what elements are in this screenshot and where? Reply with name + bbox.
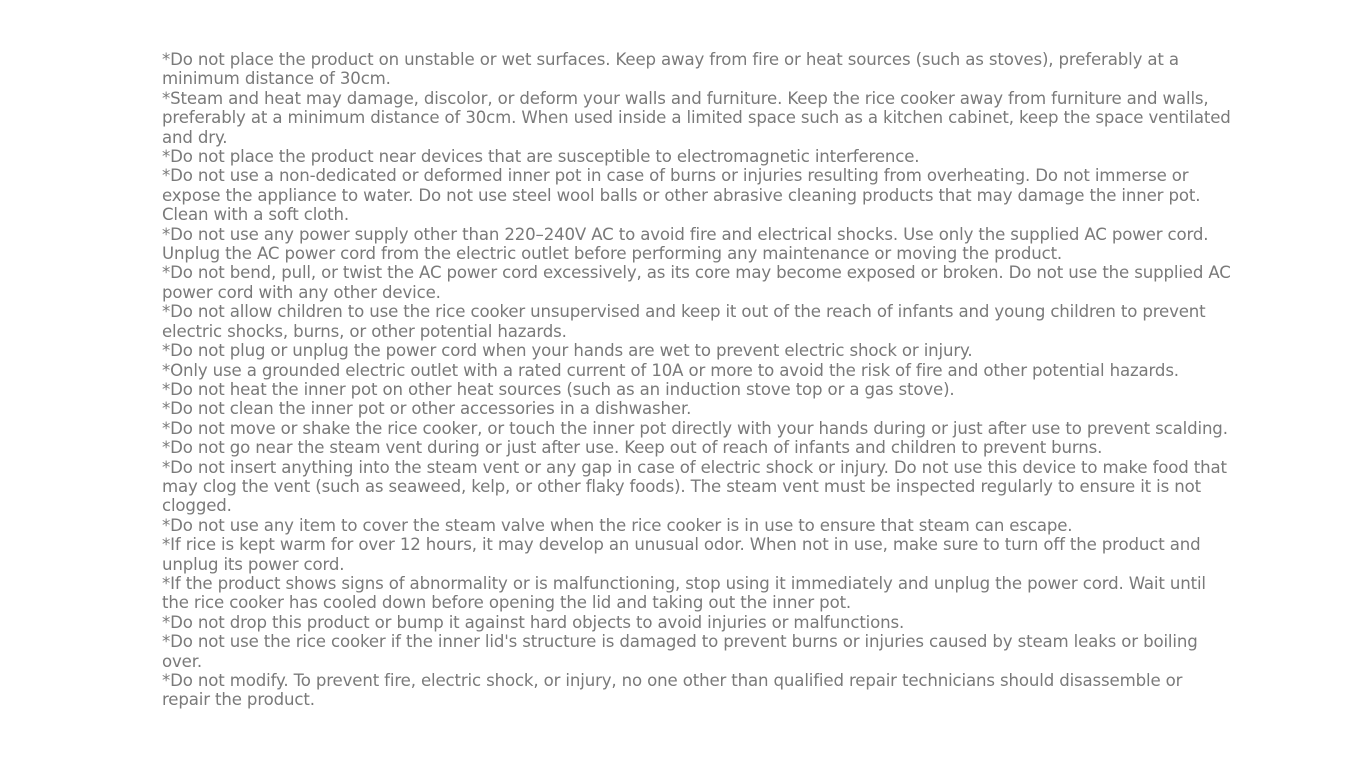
safety-notice: *Do not go near the steam vent during or just after use. Keep out of reach of infants and children to prevent burns. (162, 438, 1103, 458)
safety-notice: *Do not plug or unplug the power cord when your hands are wet to prevent electric shock or injury. (162, 341, 973, 361)
safety-notice: *If rice is kept warm for over 12 hours, it may develop an unusual odor. When not in use, make sure to turn off the product and unplug its power cord. (162, 535, 1201, 574)
safety-notice: *Do not heat the inner pot on other heat sources (such as an induction stove top or a gas stove). (162, 379, 955, 399)
safety-notice: *Do not modify. To prevent fire, electric shock, or injury, no one other than qualified repair technicians should disassemble or repair the product. (162, 671, 1183, 710)
safety-notice: *Do not use a non-dedicated or deformed inner pot in case of burns or injuries resulting from overheating. Do not immerse or expose the appliance to water. Do not use steel wool balls or other abrasive cleaning products that may damage the inner pot. Clean with a soft cloth. (162, 166, 1201, 225)
safety-notice: *If the product shows signs of abnormality or is malfunctioning, stop using it immediately and unplug the power cord. Wait until the rice cooker has cooled down before opening the lid and taking out the inner pot. (162, 573, 1206, 613)
safety-notice: *Do not bend, pull, or twist the AC power cord excessively, as its core may become exposed or broken. Do not use the supplied AC power cord with any other device. (162, 263, 1231, 302)
safety-notice: *Only use a grounded electric outlet with a rated current of 10A or more to avoid the risk of fire and other potential hazards. (162, 360, 1179, 380)
safety-notice: *Do not use any item to cover the steam valve when the rice cooker is in use to ensure that steam can escape. (162, 515, 1073, 535)
safety-notice: *Do not allow children to use the rice cooker unsupervised and keep it out of the reach of infants and young children to prevent electric shocks, burns, or other potential hazards. (162, 302, 1206, 341)
safety-notice: *Do not place the product near devices that are susceptible to electromagnetic interference. (162, 147, 920, 167)
safety-notice: *Do not use any power supply other than 220–240V AC to avoid fire and electrical shocks. Use only the supplied AC power cord. Unplug the AC power cord from the electric outlet before performing any maintenance or moving the product. (162, 224, 1209, 264)
safety-notice: *Do not insert anything into the steam vent or any gap in case of electric shock or injury. Do not use this device to make food that may clog the vent (such as seaweed, kelp, or other flaky foods). The steam vent must be inspected regularly to ensure it is not clogged. (162, 457, 1227, 516)
safety-notice: *Steam and heat may damage, discolor, or deform your walls and furniture. Keep the rice cooker away from furniture and walls, preferably at a minimum distance of 30cm. When used inside a limited space such as a kitchen cabinet, keep the space ventilated and dry. (162, 88, 1231, 147)
safety-notice: *Do not move or shake the rice cooker, or touch the inner pot directly with your hands during or just after use to prevent scalding. (162, 418, 1228, 438)
safety-notice: *Do not use the rice cooker if the inner lid's structure is damaged to prevent burns or injuries caused by steam leaks or boiling over. (162, 632, 1198, 671)
safety-notice: *Do not drop this product or bump it against hard objects to avoid injuries or malfunctions. (162, 612, 905, 632)
safety-notice: *Do not clean the inner pot or other accessories in a dishwasher. (162, 399, 692, 419)
safety-notice: *Do not place the product on unstable or wet surfaces. Keep away from fire or heat sources (such as stoves), preferably at a minimum distance of 30cm. (162, 50, 1179, 89)
safety-notice-list (162, 50, 1232, 710)
